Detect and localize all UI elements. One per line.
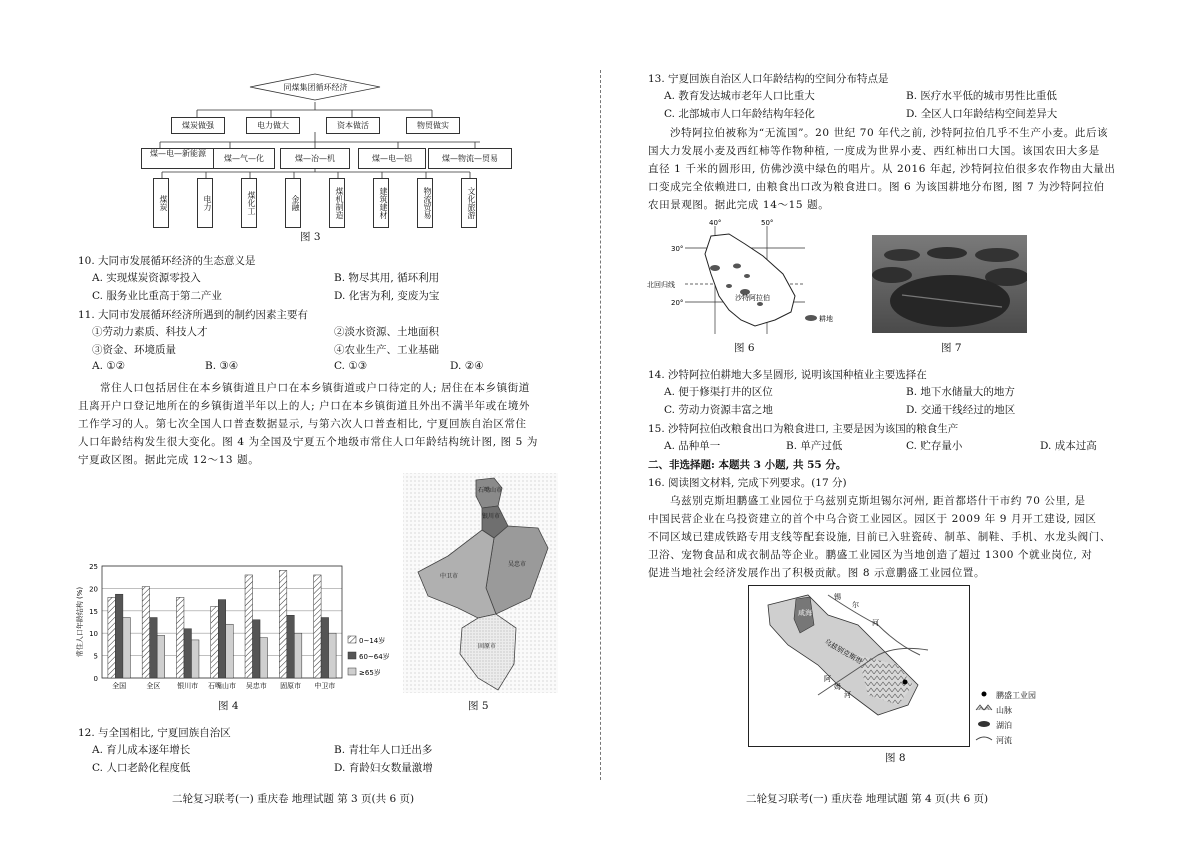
- footer-left: 二轮复习联考(一) 重庆卷 地理试题 第 3 页(共 6 页): [172, 793, 415, 805]
- q10-stem: 10. 大同市发展循环经济的生态意义是: [78, 255, 256, 267]
- q12-option-c[interactable]: C. 人口老龄化程度低: [92, 762, 191, 774]
- q11-option-c[interactable]: C. ①③: [334, 360, 368, 372]
- y-tick-label: 25: [89, 563, 98, 571]
- q15-option-c[interactable]: C. 贮存量小: [906, 440, 963, 452]
- bar: [279, 570, 287, 678]
- fig3-chain-node: 煤—电—新能源: [141, 148, 215, 169]
- q11-item-2: ②淡水资源、土地面积: [334, 326, 439, 338]
- bar: [211, 606, 219, 678]
- q11-option-b[interactable]: B. ③④: [205, 360, 239, 372]
- q13-option-a[interactable]: A. 教育发达城市老年人口比重大: [664, 90, 815, 102]
- x-tick-label: 银川市: [177, 682, 199, 690]
- fig6-lat-label: 30°: [671, 245, 684, 253]
- fig3-mid-node: 电力做大: [246, 117, 300, 134]
- legend-swatch: [348, 668, 356, 675]
- q13-option-b[interactable]: B. 医疗水平低的城市男性比重低: [906, 90, 1057, 102]
- fig8-legend-item: 湖泊: [996, 721, 1012, 730]
- bar: [191, 640, 199, 678]
- q16-stem: 16. 阅读图文材料, 完成下列要求。(17 分): [648, 477, 847, 489]
- passage-line: 且离开户口登记地所在的乡镇街道半年以上的人; 户口在本乡镇街道且外出不满半年或在境外: [78, 400, 531, 412]
- passage-line: 沙特阿拉伯被称为“无流国”。20 世纪 70 年代之前, 沙特阿拉伯几乎不生产小麦。此后该: [670, 127, 1109, 139]
- fig8-label: 河: [844, 691, 851, 699]
- passage-line: 常住人口包括居住在本乡镇街道且户口在本乡镇街道或户口待定的人; 居住在本乡镇街道: [100, 382, 530, 394]
- fig3-leaf-node: 煤炭: [153, 178, 169, 228]
- bar: [321, 618, 329, 678]
- legend-swatch: [348, 652, 356, 659]
- q11-item-4: ④农业生产、工业基础: [334, 344, 439, 356]
- q15-option-b[interactable]: B. 单产过低: [786, 440, 843, 452]
- fig6-lat-label: 20°: [671, 299, 684, 307]
- q11-stem: 11. 大同市发展循环经济所遇到的制约因素主要有: [78, 309, 309, 321]
- fig3-leaf-node: 煤机制造: [329, 178, 345, 228]
- bar: [329, 633, 337, 678]
- figure-7-photo: [872, 235, 1027, 333]
- fig3-leaf-node: 建筑建材: [373, 178, 389, 228]
- x-tick-label: 中卫市: [314, 682, 336, 690]
- q14-option-d[interactable]: D. 交通干线经过的地区: [906, 404, 1016, 416]
- fig3-mid-node: 煤炭做强: [171, 117, 225, 134]
- fig3-top-node: 同煤集团循环经济: [283, 83, 348, 92]
- x-tick-label: 吴忠市: [245, 682, 267, 690]
- q12-option-d[interactable]: D. 育龄妇女数量激增: [334, 762, 433, 774]
- industrial-park-icon: [982, 692, 987, 697]
- fig8-label: 河: [872, 619, 879, 627]
- y-tick-label: 15: [89, 607, 98, 616]
- q10-option-c[interactable]: C. 服务业比重高于第二产业: [92, 290, 222, 302]
- fig8-legend-item: 河流: [996, 736, 1012, 745]
- q10-option-d[interactable]: D. 化害为利, 变废为宝: [334, 290, 440, 302]
- x-tick-label: 石嘴山市: [208, 682, 236, 690]
- bar: [253, 620, 260, 678]
- fig3-caption: 图 3: [300, 231, 321, 243]
- y-tick-label: 5: [93, 652, 98, 661]
- fig3-leaf-node: 煤化工: [241, 178, 257, 228]
- q14-option-b[interactable]: B. 地下水储量大的地方: [906, 386, 1015, 398]
- fig5-label: 吴忠市: [508, 561, 527, 568]
- figure-5-map: [398, 468, 563, 698]
- fig3-chain-node: 煤—冶—机: [280, 148, 350, 169]
- fig8-label: 阿: [824, 675, 831, 683]
- page-divider: [600, 70, 601, 780]
- q10-option-b[interactable]: B. 物尽其用, 循环利用: [334, 272, 440, 284]
- passage-line: 中国民营企业在乌投资建立的首个中乌合资工业园区。园区于 2009 年 9 月开工建设, 园区: [648, 513, 1097, 525]
- figure-4-chart: [72, 558, 392, 693]
- q12-option-a[interactable]: A. 育儿成本逐年增长: [92, 744, 191, 756]
- fig8-label: 姆: [834, 683, 841, 691]
- lake-icon: [978, 721, 990, 727]
- passage-saudi: [648, 124, 1148, 214]
- passage-line: 乌兹别克斯坦鹏盛工业园位于乌兹别克斯坦锡尔河州, 距首都塔什干市约 70 公里, 是: [670, 495, 1086, 507]
- q11-item-1: ①劳动力素质、科技人才: [92, 326, 208, 338]
- fig5-label: 银川市: [482, 513, 501, 520]
- fig3-leaf-node: 物流贸易: [417, 178, 433, 228]
- q11-option-d[interactable]: D. ②④: [450, 360, 484, 372]
- fig3-leaf-node: 文化旅游: [461, 178, 477, 228]
- passage-line: 卫浴、宠物食品和成衣制品等企业。鹏盛工业园区为当地创造了超过 1300 个就业岗位, 对: [648, 549, 1093, 561]
- q12-stem: 12. 与全国相比, 宁夏回族自治区: [78, 727, 231, 739]
- q14-option-a[interactable]: A. 便于修渠打井的区位: [664, 386, 773, 398]
- bar: [150, 618, 158, 678]
- river-icon: [976, 737, 992, 740]
- q14-stem: 14. 沙特阿拉伯耕地大多呈圆形, 说明该国种植业主要选择在: [648, 369, 927, 381]
- fig3-mid-node: 资本做活: [326, 117, 380, 134]
- section-heading: 二、非选择题: 本题共 3 小题, 共 55 分。: [648, 459, 847, 471]
- fig3-mid-node: 物贸做实: [406, 117, 460, 134]
- fig3-chain-node: 煤—气—化: [213, 148, 275, 169]
- q13-stem: 13. 宁夏回族自治区人口年龄结构的空间分布特点是: [648, 73, 889, 85]
- figure-6-map: [645, 216, 855, 338]
- fig3-leaf-node: 金融: [285, 178, 301, 228]
- fig8-legend-item: 鹏盛工业园: [996, 691, 1036, 700]
- q15-option-a[interactable]: A. 品种单一: [664, 440, 721, 452]
- fig8-label: 锡: [834, 593, 841, 601]
- x-tick-label: 全国: [112, 682, 127, 690]
- fig8-label: 尔: [852, 601, 859, 609]
- fig6-country-label: 沙特阿拉伯: [735, 294, 770, 302]
- y-tick-label: 20: [89, 585, 98, 594]
- legend-label: 0~14岁: [359, 637, 386, 645]
- bar: [142, 587, 150, 678]
- fig4-caption: 图 4: [218, 700, 239, 712]
- passage-population: [78, 379, 578, 469]
- q12-option-b[interactable]: B. 青壮年人口迁出多: [334, 744, 433, 756]
- q15-stem: 15. 沙特阿拉伯改粮食出口为粮食进口, 主要是因为该国的粮食生产: [648, 423, 959, 435]
- fig3-chain-node: 煤—电—铝: [358, 148, 426, 169]
- bar: [115, 594, 123, 678]
- fig5-label: 中卫市: [440, 573, 459, 580]
- passage-line: 直径 1 千米的圆形田, 仿佛沙漠中绿色的唱片。从 2016 年起, 沙特阿拉伯很多农作物由大量出: [648, 163, 1116, 175]
- passage-line: 不同区域已建成铁路专用支线等配套设施, 目前已入驻瓷砖、制革、制鞋、手机、水龙头阀门、: [648, 531, 1111, 543]
- fig8-legend: [996, 688, 1036, 748]
- mountain-icon: [976, 705, 992, 710]
- bar: [218, 600, 226, 678]
- fig6-legend-label: 耕地: [819, 315, 833, 323]
- fig5-label: 固原市: [478, 643, 497, 650]
- y-tick-label: 0: [93, 675, 98, 683]
- q10-option-a[interactable]: A. 实现煤炭资源零投入: [92, 272, 201, 284]
- bar: [287, 615, 295, 678]
- fig5-caption: 图 5: [468, 700, 489, 712]
- bar: [176, 597, 184, 678]
- bar: [157, 635, 165, 678]
- fig6-caption: 图 6: [734, 342, 755, 354]
- fig8-caption: 图 8: [885, 752, 906, 764]
- passage-line: 口变成完全依赖进口, 由粮食出口改为粮食进口。图 6 为该国耕地分布图, 图 7 为沙特阿拉伯: [648, 181, 1105, 193]
- fig7-caption: 图 7: [941, 342, 962, 354]
- x-tick-label: 全区: [146, 682, 161, 690]
- passage-line: 宁夏政区图。据此完成 12～13 题。: [78, 454, 260, 466]
- fig6-tropic-label: 北回归线: [647, 281, 675, 289]
- q11-item-3: ③资金、环境质量: [92, 344, 176, 356]
- bar: [260, 638, 268, 678]
- passage-line: 农田景观图。据此完成 14～15 题。: [648, 199, 830, 211]
- figure-8-map: [748, 585, 970, 747]
- legend-swatch: [348, 636, 356, 643]
- passage-line: 促进当地社会经济发展作出了积极贡献。图 8 示意鹏盛工业园位置。: [648, 567, 986, 579]
- legend-label: 60~64岁: [359, 653, 390, 661]
- y-axis-label: 常住人口年龄结构 (%): [76, 586, 84, 658]
- fig3-leaf-node: 电力: [197, 178, 213, 228]
- fig6-lon-label: 50°: [761, 219, 774, 227]
- fig6-lon-label: 40°: [709, 219, 722, 227]
- bar: [314, 575, 322, 678]
- q15-option-d[interactable]: D. 成本过高: [1040, 440, 1097, 452]
- passage-line: 国大力发展小麦及西红柿等作物种植, 一度成为世界小麦、西红柿出口大国。该国农田大多是: [648, 145, 1100, 157]
- q11-option-a[interactable]: A. ①②: [92, 360, 126, 372]
- footer-right: 二轮复习联考(一) 重庆卷 地理试题 第 4 页(共 6 页): [746, 793, 989, 805]
- fig8-label: 咸海: [798, 609, 812, 617]
- q16-passage: [648, 492, 1148, 582]
- passage-line: 人口年龄结构发生很大变化。图 4 为全国及宁夏五个地级市常住人口年龄结构统计图, 图 5 为: [78, 436, 538, 448]
- legend-label: ≥65岁: [359, 669, 381, 677]
- fig8-legend-item: 山脉: [996, 706, 1012, 715]
- fig8-label: 乌兹别克斯坦: [823, 637, 864, 666]
- bar: [123, 618, 131, 678]
- bar: [184, 629, 192, 678]
- bar: [226, 624, 234, 678]
- bar: [294, 633, 302, 678]
- bar: [108, 597, 116, 678]
- y-tick-label: 10: [89, 630, 98, 639]
- q14-option-c[interactable]: C. 劳动力资源丰富之地: [664, 404, 773, 416]
- bar: [245, 575, 253, 678]
- fig3-chain-node: 煤—物流—贸易: [428, 148, 512, 169]
- fig5-label: 石嘴山市: [478, 487, 503, 494]
- q13-option-d[interactable]: D. 全区人口年龄结构空间差异大: [906, 108, 1058, 120]
- x-tick-label: 固原市: [280, 682, 302, 690]
- passage-line: 工作学习的人。第七次全国人口普查数据显示, 与第六次人口普查相比, 宁夏回族自治区常住: [78, 418, 527, 430]
- q13-option-c[interactable]: C. 北部城市人口年龄结构年轻化: [664, 108, 815, 120]
